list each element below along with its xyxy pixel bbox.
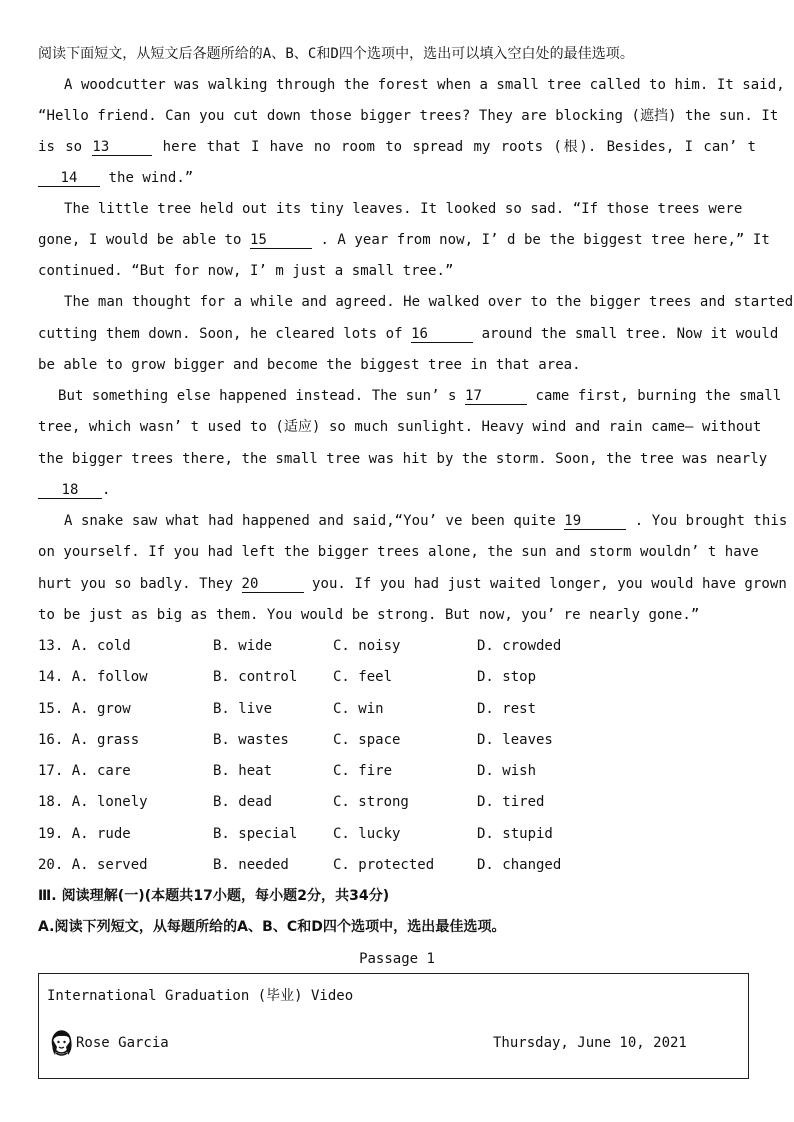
passage-line — [38, 325, 779, 343]
section-heading: Ⅲ. 阅读理解(一)(本题共17小题，每小题2分，共34分) — [38, 888, 390, 904]
passage-text: around the small tree. Now it would — [481, 326, 779, 342]
passage-line: the bigger trees there, the small tree was hit by the storm. Soon, the tree was nearly — [38, 451, 768, 467]
blank-16: 16 — [411, 327, 473, 343]
passage-text: . You brought this — [634, 513, 788, 529]
passage-line — [38, 138, 756, 156]
option-b: B. live — [213, 701, 273, 717]
option-c: C. strong — [333, 794, 409, 810]
blank-18: 18 — [38, 483, 102, 499]
passage-text: . — [102, 482, 111, 498]
passage-line: tree, which wasn’ t used to (适应) so much sunlight. Heavy wind and rain came— without — [38, 419, 762, 435]
graduation-video-card — [38, 973, 749, 1079]
option-c: C. protected — [333, 857, 435, 873]
option-b: B. heat — [213, 763, 273, 779]
option-b: B. needed — [213, 857, 289, 873]
passage-line — [38, 512, 788, 530]
passage-line: The little tree held out its tiny leaves. It looked so sad. “If those trees were — [64, 201, 743, 217]
blank-19: 19 — [564, 514, 626, 530]
card-title: International Graduation (毕业) Video — [47, 988, 354, 1004]
post-date: Thursday, June 10, 2021 — [493, 1035, 687, 1051]
option-a: 20. A. served — [38, 857, 148, 873]
passage-text: hurt you so badly. They — [38, 576, 242, 592]
blank-17: 17 — [465, 389, 527, 405]
option-a: 16. A. grass — [38, 732, 140, 748]
passage-text: the wind.” — [108, 170, 194, 186]
passage-label: Passage 1 — [359, 951, 435, 967]
blank-14: 14 — [38, 171, 100, 187]
blank-13: 13 — [92, 140, 152, 156]
option-a: 18. A. lonely — [38, 794, 148, 810]
option-a: 14. A. follow — [38, 669, 148, 685]
option-d: D. crowded — [477, 638, 562, 654]
passage-line: “Hello friend. Can you cut down those bigger trees? They are blocking (遮挡) the sun. It — [38, 108, 779, 124]
option-a: 17. A. care — [38, 763, 131, 779]
passage-line: continued. “But for now, I’ m just a small tree.” — [38, 263, 454, 279]
passage-text: . A year from now, I’ d be the biggest tree here,” It — [320, 232, 770, 248]
option-c: C. fire — [333, 763, 393, 779]
option-c: C. space — [333, 732, 401, 748]
option-b: B. wastes — [213, 732, 289, 748]
passage-text: came first, burning the small — [535, 388, 782, 404]
option-b: B. dead — [213, 794, 273, 810]
passage-text: you. If you had just waited longer, you would have grown — [311, 576, 787, 592]
option-b: B. special — [213, 826, 298, 842]
option-d: D. tired — [477, 794, 545, 810]
passage-line — [38, 387, 782, 405]
option-a: 13. A. cold — [38, 638, 131, 654]
option-a: 15. A. grow — [38, 701, 131, 717]
cloze-instruction: 阅读下面短文，从短文后各题所给的A、B、C和D四个选项中，选出可以填入空白处的最佳选项。 — [38, 46, 634, 62]
option-b: B. control — [213, 669, 298, 685]
passage-line — [38, 169, 756, 187]
passage-line: on yourself. If you had left the bigger trees alone, the sun and storm wouldn’ t have — [38, 544, 759, 560]
option-d: D. stop — [477, 669, 537, 685]
passage-line — [38, 481, 756, 499]
passage-line: A woodcutter was walking through the forest when a small tree called to him. It said, — [64, 77, 785, 93]
section-instruction: A.阅读下列短文，从每题所给的A、B、C和D四个选项中，选出最佳选项。 — [38, 919, 506, 935]
passage-text: here that I have no room to spread my roots (根). Besides, I can’ t — [162, 139, 757, 155]
option-d: D. changed — [477, 857, 562, 873]
passage-line: be able to grow bigger and become the biggest tree in that area. — [38, 357, 581, 373]
passage-text: But something else happened instead. The sun’ s — [58, 388, 465, 404]
option-d: D. leaves — [477, 732, 553, 748]
passage-text: cutting them down. Soon, he cleared lots of — [38, 326, 412, 342]
passage-line: The man thought for a while and agreed. He walked over to the bigger trees and started — [64, 294, 794, 310]
passage-line — [38, 231, 770, 249]
blank-20: 20 — [242, 577, 304, 593]
option-c: C. win — [333, 701, 384, 717]
passage-text: is so — [38, 139, 93, 155]
passage-text: gone, I would be able to — [38, 232, 242, 248]
option-c: C. feel — [333, 669, 393, 685]
option-a: 19. A. rude — [38, 826, 131, 842]
option-c: C. lucky — [333, 826, 401, 842]
option-b: B. wide — [213, 638, 273, 654]
person-avatar-icon — [49, 1029, 74, 1058]
passage-line — [38, 575, 787, 593]
author-name: Rose Garcia — [76, 1035, 169, 1051]
option-d: D. wish — [477, 763, 537, 779]
passage-line: to be just as big as them. You would be strong. But now, you’ re nearly gone.” — [38, 607, 700, 623]
passage-text: A snake saw what had happened and said,“You’ ve been quite — [64, 513, 565, 529]
option-d: D. stupid — [477, 826, 553, 842]
option-d: D. rest — [477, 701, 537, 717]
blank-15: 15 — [250, 233, 312, 249]
option-c: C. noisy — [333, 638, 401, 654]
